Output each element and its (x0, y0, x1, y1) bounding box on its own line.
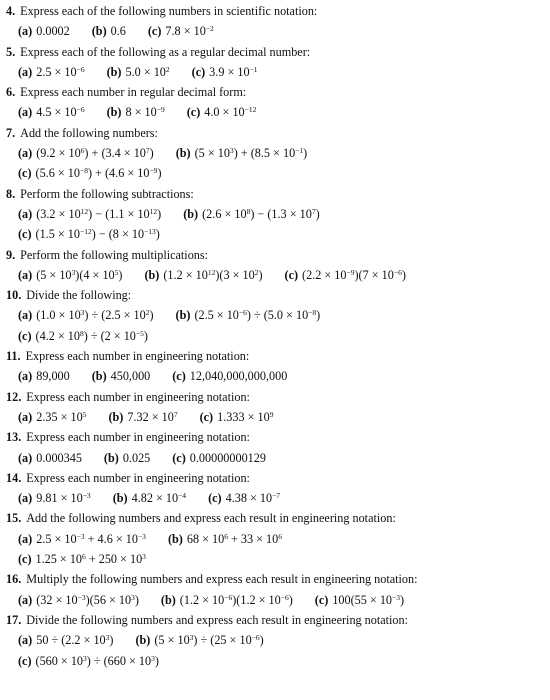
item-label: (c) (208, 491, 222, 506)
problem (6, 123, 544, 184)
problem-item (18, 593, 139, 607)
item-expression: $2.5 \times 10^{-3} + 4.6 \times 10^{-3}$ (36, 531, 146, 546)
item-label: (c) (284, 267, 299, 282)
problem (6, 427, 544, 468)
item-expression: $(5 \times 10^3) + (8.5 \times 10^{-1})$ (194, 146, 308, 161)
item-line (6, 407, 544, 427)
problem-item (200, 410, 274, 424)
problem-number: 9. (6, 247, 16, 262)
item-label: (b) (135, 633, 151, 648)
problem-item (18, 146, 154, 160)
problem-number: 12. (6, 389, 22, 404)
item-expression: $100(55 \times 10^{-3})$ (332, 592, 405, 607)
problem-item (285, 268, 406, 282)
item-label: (a) (18, 308, 33, 323)
problem-number: 16. (6, 572, 22, 587)
problem-number: 8. (6, 186, 16, 201)
item-expression: $1.333 \times 10^9$ (217, 409, 274, 424)
item-label: (a) (18, 369, 33, 384)
problem-prompt-line (6, 508, 544, 528)
problem-item (135, 633, 263, 647)
item-expression: $(5 \times 10^3)(4 \times 10^5)$ (36, 267, 123, 282)
item-line (6, 630, 544, 650)
item-label: (b) (108, 409, 124, 424)
problem-prompt-line (6, 569, 544, 589)
problem-item (18, 451, 82, 465)
problem-item (18, 552, 146, 566)
item-expression: $2.5 \times 10^{-6}$ (36, 64, 85, 79)
item-line (6, 590, 544, 610)
problem-item (108, 410, 177, 424)
problem-prompt: Divide the following: (26, 288, 132, 303)
item-expression: $(3.2 \times 10^{12}) - (1.1 \times 10^{12})$ (36, 206, 162, 221)
item-expression: 450,000 (110, 369, 151, 384)
problem-item (18, 227, 160, 241)
problem-prompt: Express each of the following as a regular decimal number: (20, 44, 311, 59)
item-expression: 89,000 (36, 369, 70, 384)
problem-number: 7. (6, 125, 16, 140)
item-label: (c) (18, 166, 32, 181)
item-label: (a) (18, 491, 33, 506)
item-line (6, 143, 544, 163)
problem (6, 245, 544, 286)
problem-item (172, 369, 287, 383)
item-line (6, 204, 544, 224)
item-expression: $(2.6 \times 10^8) - (1.3 \times 10^7)$ (202, 206, 320, 221)
item-expression: $4.38 \times 10^{-7}$ (225, 491, 281, 506)
problem-item (18, 24, 70, 38)
problem-prompt: Express each number in engineering notation: (25, 349, 250, 364)
item-line (6, 21, 544, 41)
item-label: (a) (18, 64, 33, 79)
problem-number: 5. (6, 44, 16, 59)
item-expression: $7.32 \times 10^7$ (127, 409, 178, 424)
problem-prompt-line (6, 184, 544, 204)
problem-item (18, 329, 148, 343)
item-label: (b) (103, 450, 119, 465)
problem-item (18, 166, 162, 180)
item-label: (c) (18, 653, 32, 668)
item-label: (c) (18, 328, 32, 343)
problem-prompt-line (6, 123, 544, 143)
problem (6, 508, 544, 569)
problem-prompt-line (6, 82, 544, 102)
item-line (6, 305, 544, 325)
item-expression: $(2.2 \times 10^{-9})(7 \times 10^{-6})$ (302, 267, 406, 282)
problem-number: 11. (6, 349, 21, 364)
item-expression: $2.35 \times 10^5$ (36, 409, 87, 424)
item-label: (a) (18, 409, 33, 424)
problem-item (183, 207, 319, 221)
item-expression: $50 \div (2.2 \times 10^3)$ (36, 633, 114, 648)
problem (6, 42, 544, 83)
item-expression: 0.000345 (36, 450, 82, 465)
item-expression: $5.0 \times 10^2$ (125, 64, 170, 79)
problem-number: 6. (6, 85, 16, 100)
problem-item (92, 24, 126, 38)
problem-number: 4. (6, 4, 16, 18)
problem-prompt: Express each number in engineering notation: (26, 470, 250, 485)
problem-item (172, 451, 266, 465)
item-line (6, 448, 544, 468)
problem-prompt-line (6, 610, 544, 630)
item-label: (a) (18, 531, 33, 546)
item-label: (a) (18, 450, 33, 465)
item-expression: $4.5 \times 10^{-6}$ (36, 105, 85, 120)
problem-item (18, 491, 91, 505)
problem-item (176, 146, 308, 160)
item-line (6, 102, 544, 122)
item-label: (c) (199, 409, 214, 424)
item-expression: 0.00000000129 (189, 450, 266, 465)
item-label: (c) (172, 450, 186, 465)
problem (6, 387, 544, 428)
item-line (6, 549, 544, 569)
item-line (6, 366, 544, 386)
problem-prompt: Express each number in engineering notation: (26, 430, 250, 445)
item-expression: 0.025 (122, 450, 151, 465)
item-label: (a) (18, 105, 33, 120)
problem-item (187, 105, 257, 119)
problem-item (148, 24, 214, 38)
item-expression: $4.0 \times 10^{-12}$ (204, 105, 257, 120)
problem-item (208, 491, 280, 505)
problem (6, 610, 544, 671)
problem (6, 1, 544, 42)
item-expression: $(2.5 \times 10^{-6}) \div (5.0 \times 10^{-8})$ (194, 308, 321, 323)
problem-item (18, 654, 159, 668)
item-expression: $(4.2 \times 10^8) \div (2 \times 10^{-5})$ (35, 328, 148, 343)
item-label: (c) (314, 592, 329, 607)
item-expression: $(9.2 \times 10^6) + (3.4 \times 10^7)$ (36, 146, 154, 161)
item-label: (b) (91, 369, 107, 384)
problem-item (104, 451, 150, 465)
item-expression: $9.81 \times 10^{-3}$ (36, 491, 91, 506)
item-label: (b) (175, 146, 191, 161)
problem-item (18, 308, 154, 322)
item-expression: $7.8 \times 10^{-2}$ (165, 24, 214, 39)
problem-prompt-line (6, 427, 544, 447)
item-line (6, 651, 544, 671)
problem-prompt: Multiply the following numbers and express each result in engineering notation: (26, 572, 418, 587)
item-label: (b) (106, 105, 122, 120)
item-expression: 0.0002 (36, 24, 70, 39)
problem-item (315, 593, 404, 607)
problem (6, 569, 544, 610)
problem-item (18, 633, 113, 647)
item-label: (c) (172, 369, 186, 384)
problem-prompt-line (6, 346, 544, 366)
problem-number: 15. (6, 511, 22, 526)
problem-item (192, 65, 258, 79)
item-expression: 0.6 (110, 24, 126, 39)
problem-item (168, 532, 282, 546)
problem-prompt: Perform the following subtractions: (20, 186, 194, 201)
item-label: (a) (18, 24, 33, 39)
item-label: (b) (144, 267, 160, 282)
item-label: (c) (147, 24, 162, 39)
problem-prompt-line (6, 42, 544, 62)
item-expression: $(1.2 \times 10^{-6})(1.2 \times 10^{-6})$ (179, 592, 293, 607)
item-line (6, 529, 544, 549)
item-label: (b) (167, 531, 183, 546)
problem-item (18, 65, 85, 79)
problem-item (18, 105, 85, 119)
problem (6, 285, 544, 346)
item-label: (b) (112, 491, 128, 506)
item-expression: $4.82 \times 10^{-4}$ (131, 491, 187, 506)
problem-item (107, 105, 165, 119)
problem-item (18, 268, 122, 282)
item-label: (a) (18, 267, 33, 282)
item-expression: $3.9 \times 10^{-1}$ (209, 64, 258, 79)
item-label: (a) (18, 592, 33, 607)
problem-item (18, 532, 146, 546)
item-line (6, 265, 544, 285)
item-expression: $(5 \times 10^3) \div (25 \times 10^{-6})$ (154, 633, 264, 648)
problem-item (18, 369, 70, 383)
item-expression: $68 \times 10^6 + 33 \times 10^6$ (186, 531, 282, 546)
item-label: (b) (183, 206, 199, 221)
item-label: (a) (18, 146, 33, 161)
problem-number: 17. (6, 612, 22, 627)
problem-number: 14. (6, 470, 22, 485)
item-expression: $(1.0 \times 10^3) \div (2.5 \times 10^2)$ (36, 308, 154, 323)
problem-item (144, 268, 262, 282)
item-expression: $(1.5 \times 10^{-12}) - (8 \times 10^{-13})$ (35, 227, 160, 242)
item-line (6, 224, 544, 244)
problem-item (176, 308, 321, 322)
item-expression: $(560 \times 10^3) \div (660 \times 10^3)$ (35, 653, 159, 668)
item-label: (b) (91, 24, 107, 39)
problem-prompt: Add the following numbers: (20, 125, 158, 140)
item-label: (b) (106, 64, 122, 79)
problem-prompt: Express each number in regular decimal form: (20, 85, 247, 100)
problem-item (113, 491, 186, 505)
item-label: (c) (18, 227, 32, 242)
item-label: (c) (191, 64, 206, 79)
item-expression: $8 \times 10^{-9}$ (125, 105, 165, 120)
item-label: (c) (18, 552, 32, 567)
problem-prompt: Add the following numbers and express each result in engineering notation: (26, 511, 396, 526)
problem-prompt-line (6, 285, 544, 305)
item-expression: $(1.2 \times 10^{12})(3 \times 10^2)$ (163, 267, 263, 282)
item-line (6, 62, 544, 82)
problem-prompt: Divide the following numbers and express each result in engineering notation: (26, 612, 409, 627)
item-label: (b) (160, 592, 176, 607)
item-line (6, 326, 544, 346)
problem-prompt-line (6, 245, 544, 265)
problem-prompt-line (6, 468, 544, 488)
problem-prompt-line (6, 1, 544, 21)
problem-item (92, 369, 151, 383)
problem (6, 82, 544, 123)
problem-number: 13. (6, 430, 22, 445)
problem-prompt-line (6, 387, 544, 407)
problem (6, 468, 544, 509)
item-line (6, 488, 544, 508)
problem-prompt: Express each of the following numbers in scientific notation: (20, 4, 318, 18)
problem-number: 10. (6, 288, 22, 303)
problem-item (161, 593, 293, 607)
problem (6, 184, 544, 245)
item-line (6, 163, 544, 183)
item-expression: $(32 \times 10^{-3})(56 \times 10^3)$ (36, 592, 139, 607)
problem-item (18, 207, 161, 221)
problem-prompt: Express each number in engineering notation: (26, 389, 250, 404)
item-expression: 12,040,000,000,000 (189, 369, 288, 384)
problem (6, 346, 544, 387)
item-label: (b) (175, 308, 191, 323)
item-label: (a) (18, 633, 33, 648)
problem-item (107, 65, 170, 79)
item-expression: $1.25 \times 10^6 + 250 \times 10^3$ (35, 552, 146, 567)
item-expression: $(5.6 \times 10^{-8}) + (4.6 \times 10^{-9})$ (35, 166, 162, 181)
problem-item (18, 410, 86, 424)
item-label: (c) (186, 105, 201, 120)
item-label: (a) (18, 206, 33, 221)
problem-prompt: Perform the following multiplications: (20, 247, 209, 262)
